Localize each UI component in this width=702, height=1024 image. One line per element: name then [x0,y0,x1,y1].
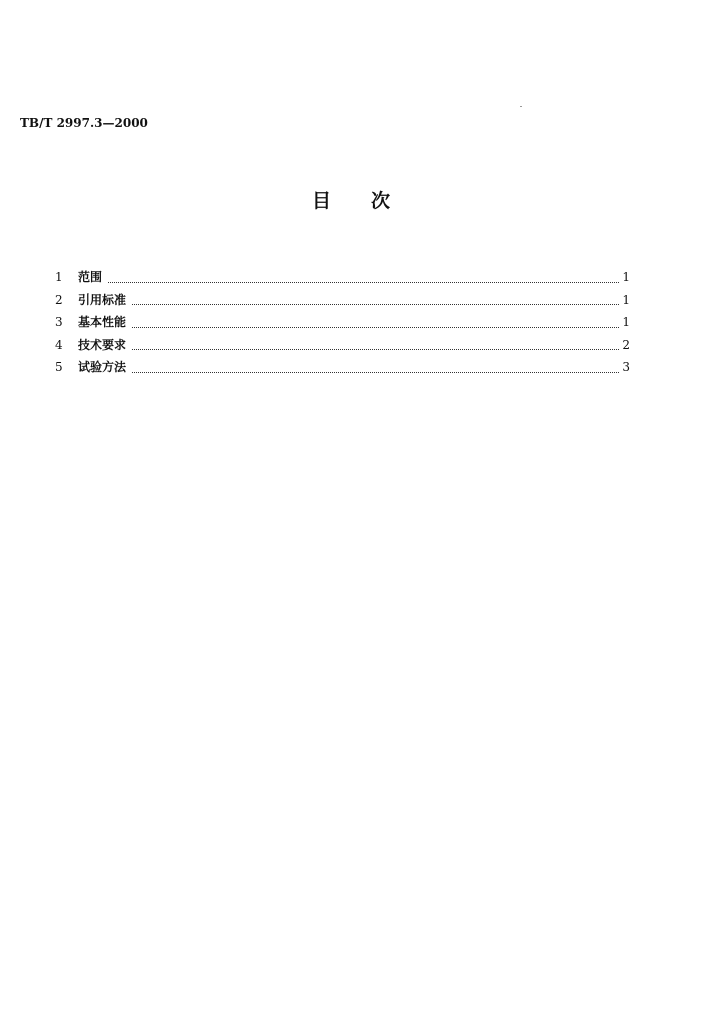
toc-dot-leader [132,304,619,305]
toc-entry[interactable] [55,289,630,312]
toc-entry-page: 1 [622,292,630,307]
title-char-left: 目 [311,190,331,212]
scan-speck [520,106,522,107]
standard-code: TB/T 2997.3—2000 [20,116,148,130]
toc-entry-title: 试验方法 [78,360,127,374]
page-title [0,186,702,213]
toc-entry-number: 1 [55,270,63,284]
toc-entry[interactable] [55,334,630,357]
toc-entry[interactable] [55,266,630,289]
toc-entry-number: 5 [55,360,63,374]
toc-dot-leader [132,372,619,373]
toc-entry-title: 技术要求 [78,337,127,352]
toc-dot-leader [108,282,619,283]
toc-entry-title: 引用标准 [78,292,127,307]
toc-dot-leader [132,327,619,328]
table-of-contents [55,266,630,379]
toc-entry-title: 基本性能 [78,315,127,329]
toc-entry[interactable] [55,356,630,379]
toc-entry-number: 4 [55,337,63,352]
toc-entry-number: 2 [55,292,63,307]
toc-entry-number: 3 [55,315,63,329]
toc-entry-page: 1 [622,315,630,329]
toc-dot-leader [132,349,619,350]
toc-entry-page: 2 [622,337,630,352]
toc-entry[interactable] [55,311,630,334]
toc-entry-title: 范围 [78,270,103,284]
toc-entry-page: 1 [622,270,630,284]
title-char-right: 次 [371,190,391,212]
toc-entry-page: 3 [622,360,630,374]
